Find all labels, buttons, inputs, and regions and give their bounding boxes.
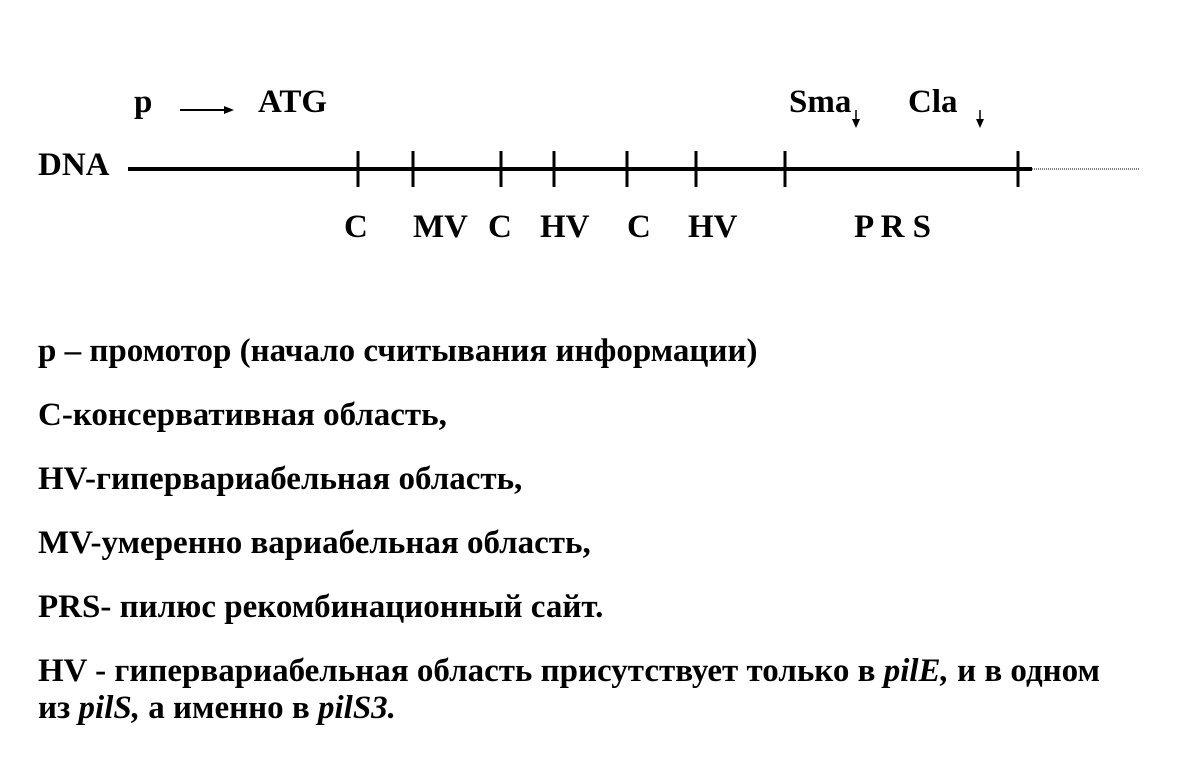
promoter-label: p	[134, 84, 153, 120]
promoter-arrow-icon	[180, 106, 234, 114]
region-label-hv: HV	[688, 209, 738, 245]
legend-item-conservative: C-консервативная область,	[38, 397, 447, 433]
gene-diagram	[0, 0, 1200, 300]
gene-name-pils: pilS,	[78, 690, 140, 726]
legend-item-promoter: p – промотор (начало считывания информации)	[38, 333, 758, 369]
note-text: из	[38, 690, 79, 726]
legend-item-moderately-variable: MV-умеренно вариабельная область,	[38, 525, 591, 561]
region-label-mv: MV	[413, 209, 468, 245]
sma-cut-arrow-icon	[852, 110, 860, 128]
note-text: и в одном	[948, 653, 1101, 689]
region-label-c: C	[488, 209, 512, 245]
dna-label: DNA	[38, 147, 110, 183]
start-codon-label: ATG	[258, 84, 328, 120]
legend	[38, 333, 1188, 727]
region-label-hv: HV	[540, 209, 590, 245]
legend-item-prs: PRS- пилюс рекомбинационный сайт.	[38, 589, 604, 625]
legend-item-hypervariable: HV-гипервариабельная область,	[38, 461, 523, 497]
restriction-site-cla-label: Cla	[908, 84, 958, 120]
cla-cut-arrow-icon	[976, 110, 984, 128]
region-label-prs: P R S	[854, 209, 932, 245]
restriction-site-sma-label: Sma	[789, 84, 852, 120]
region-label-c: C	[627, 209, 651, 245]
note-text: HV - гипервариабельная область присутствует только в	[38, 653, 884, 689]
gene-name-pile: pilE,	[883, 653, 949, 689]
region-label-c: C	[344, 209, 368, 245]
hv-presence-note	[38, 653, 1188, 727]
note-text: а именно в	[139, 690, 318, 726]
gene-name-pils3: pilS3.	[317, 690, 396, 726]
